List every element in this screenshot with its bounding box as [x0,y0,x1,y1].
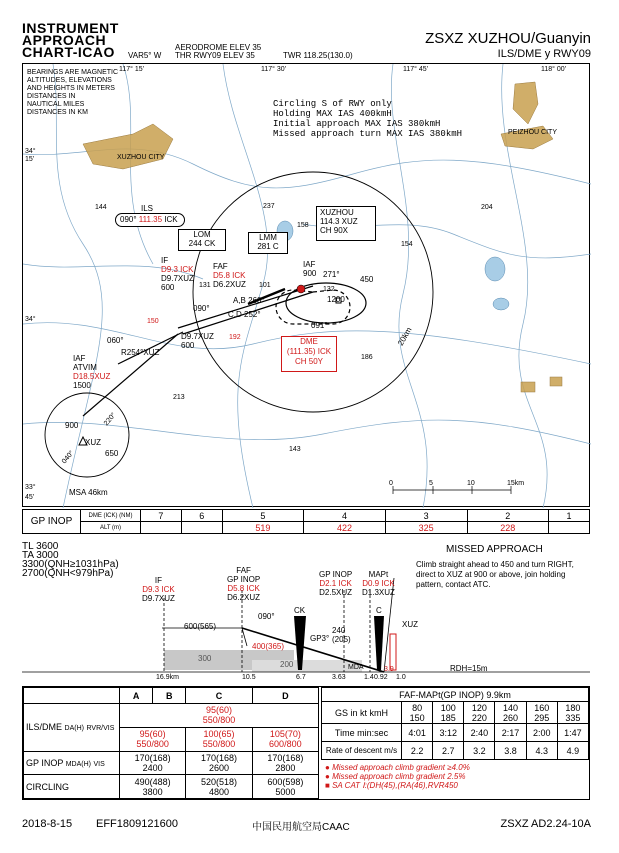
gs-col-6 [557,702,588,724]
gp-inop-label: GP INOP [23,510,81,534]
note-altitudes: ALTITUDES, ELEVATIONS [27,77,112,84]
dme-5: 5 [222,510,304,522]
kmh-5: 295 [534,712,550,723]
d97-dme: D9.7XUZ [181,332,214,341]
obstacle-143: 143 [289,446,301,453]
dist-0-92: 0.92 [374,674,388,681]
footer-authority: 中国民用航空局CAAC [252,822,350,833]
profile-mapt [362,570,395,597]
circ-ab-value: 490(488) [134,776,171,787]
if-dme2: D9.7XUZ [161,274,194,283]
if-dme: D9.3 ICK [161,265,194,274]
dme-ident: ICK [317,347,332,356]
faf-mapt-header: FAF-MAPt(GP INOP) 9.9km [322,688,589,702]
atvim-iaf-label: IAF [73,354,86,363]
gp-d-cell [252,751,318,775]
dme-box [281,336,337,372]
dme-6: 6 [181,510,222,522]
rod-6: 4.9 [557,742,588,760]
note-km: DISTANCES IN KM [27,109,88,116]
ils-frequency: 111.35 [138,215,163,224]
circ-d-value: 600(598) [267,776,304,787]
atvim-altitude: 1500 [73,381,91,390]
cat-a: A [120,688,153,704]
profile-gp-label: GP INOP [319,570,353,579]
ils-bearing: 090° [120,215,137,224]
profile-faf-dme1: D5.8 ICK [227,584,260,593]
note-gradient-a: Missed approach climb gradient ≥4.0% [332,763,470,772]
ils-ab-bottom [120,727,186,751]
ils-ident: ICK [164,215,178,224]
dme-frequency: (111.35) [286,347,316,356]
profile-240 [332,626,351,644]
atvim-fix-label [73,354,110,390]
gp-c-cell [186,751,252,775]
alt-3: 325 [385,522,467,534]
obstacle-144: 144 [95,204,107,211]
circ-c-value: 520(518) [200,776,237,787]
profile-240-alt: 240 [332,626,346,635]
peizhou-city-label: PEIZHOU CITY [508,129,558,136]
vor-name: XUZHOU [320,208,354,217]
dist-10-5: 10.5 [242,674,256,681]
hold-altitude: 1200 [327,295,345,304]
time-1: 4:01 [402,724,433,742]
time-label: Time min:sec [322,724,402,742]
gp-d-vis: 2800 [275,762,296,773]
profile-gp-dme2: D2.5XUZ [319,588,353,597]
kmh-6: 335 [565,712,581,723]
ils-row-name: ILS/DME [26,722,63,733]
chart-type-title [22,22,119,58]
atvim-dme: D18.5XUZ [73,372,111,381]
scale-10: 10 [467,480,475,487]
faf-dme: D5.8 ICK [213,271,246,280]
gs-label-cell [322,702,402,724]
title-line1: INSTRUMENT [22,20,119,36]
kmh-4: 260 [503,712,519,723]
profile-gp3: GP3° [310,634,330,643]
lom-label: LOM [193,230,211,239]
note-gradient-b: Missed approach climb gradient 2.5% [332,772,466,781]
vor-box [316,206,376,241]
title-line3: CHART-ICAO [22,44,115,60]
lon-117-30: 117° 30' [261,66,287,73]
gs-label: GS in [334,707,358,718]
msa-900: 900 [65,421,79,430]
profile-faf-dme2: D6.2XUZ [227,593,261,602]
gs-col-4 [495,702,526,724]
missed-approach-title: MISSED APPROACH [446,544,543,555]
gp-vis-label: VIS [93,760,105,768]
xuzhou-city-label: XUZHOU CITY [117,154,165,161]
gs-col-1 [402,702,433,724]
dist-6-7: 6.7 [296,674,306,681]
dme-4: 4 [304,510,386,522]
ils-d-vis: 600/800 [269,739,302,750]
gp-mda-label: MDA(H) [65,760,91,768]
airport-name: ZSXZ XUZHOU/Guanyin [425,30,591,47]
units-note [27,69,118,117]
obstacle-237: 237 [263,203,275,210]
cat-d: D [252,688,318,704]
gs-col-2 [433,702,464,724]
note-distances: DISTANCES IN [27,93,76,100]
dme-row-label: DME (ICK) (NM) [81,510,141,522]
kt-5: 160 [534,702,550,713]
dme-2: 2 [467,510,549,522]
ils-box [115,213,185,227]
atvim-name: ATVIM [73,363,97,372]
vor-elevation: 158 [297,222,309,229]
alt-row-label: ALT (m) [81,522,141,534]
scale-5: 5 [429,480,433,487]
profile-if-dme2: D9.7XUZ [142,594,175,603]
lat-33: 33° [25,484,36,491]
profile-gp-dme1: D2.1 ICK [319,579,352,588]
time-6: 1:47 [557,724,588,742]
ils-rvr-label: RVR/VIS [86,725,115,733]
ils-a-vis: 550/800 [202,715,236,726]
faf-label: FAF [213,262,228,271]
profile-mapt-dme1: D0.9 ICK [362,579,395,588]
rod-2: 2.7 [433,742,464,760]
procedure-name: ILS/DME y RWY09 [497,48,591,60]
note-missed: Missed approach turn MAX IAS 380kmH [273,129,463,139]
terrain-200 [252,660,362,672]
kmh-2: 185 [440,712,456,723]
gp-ab-cell [120,751,186,775]
obstacle-204: 204 [481,204,493,211]
transition-altitude: TA 3000 [22,550,59,561]
note-nautical: NAUTICAL MILES [27,101,85,108]
lat-45: 45' [25,494,35,501]
threshold-elevation: THR RWY09 ELEV 35 [175,51,255,60]
missed-approach-box [390,634,396,670]
obstacle-150: 150 [147,318,159,325]
groundspeed-table [321,687,589,760]
brg-090-map: 090° [193,304,210,313]
kt-label: kt [360,707,368,718]
note-bearings: BEARINGS ARE MAGNETIC [27,69,119,76]
ils-d-cell [252,727,318,751]
kt-3: 120 [471,702,487,713]
note-heights: AND HEIGHTS IN METERS [27,85,115,92]
dme-channel: CH 50Y [294,357,323,366]
vor-ident: XUZ [341,217,358,226]
qnh-low: 2700(QNH<979hPa) [22,568,114,579]
transition-levels [22,542,119,578]
cat-c: C [186,688,252,704]
scale-15: 15km [507,480,525,487]
circ-ab-cell [120,775,186,799]
profile-gp-inop [319,570,352,597]
dist-1-4: 1.4 [364,674,374,681]
alt-1 [549,522,590,534]
profile-c: C [376,606,382,615]
circling-row-label [24,775,120,799]
alt-5: 519 [222,522,304,534]
alt-4: 422 [304,522,386,534]
profile-400: 400(365) [252,642,285,651]
lat-15: 15' [25,156,35,163]
lom-frequency: 244 [188,239,202,248]
obstacle-213: 213 [173,394,185,401]
dme-7: 7 [141,510,182,522]
vor-frequency: 114.3 [320,217,340,226]
profile-240-height: (205) [332,635,351,644]
lmm-ident: C [272,242,279,251]
profile-if-dme1: D9.3 ICK [142,585,175,594]
profile-ck: CK [294,606,306,615]
lmm-frequency: 281 [257,242,271,251]
circ-d-vis: 5000 [275,786,296,797]
rod-1: 2.2 [402,742,433,760]
obstacle-154: 154 [401,241,413,248]
iaf-altitude: 900 [303,269,317,278]
kt-1: 80 [412,702,423,713]
lat-34: 34° [25,316,36,323]
profile-if [142,576,175,603]
gp-ab-vis: 2400 [142,762,163,773]
ils-c-cell [186,727,252,751]
qnh-high: 3300(QNH≥1031hPa) [22,559,119,570]
gp-ab-value: 170(168) [134,752,171,763]
title-line2: APPROACH [22,32,107,48]
d97-fix-label [181,332,214,350]
lmm-label: LMM [259,233,277,242]
lom-box [178,229,226,251]
faf-dme2: D6.2XUZ [213,280,246,289]
if-label: IF [161,256,169,265]
rod-5: 4.3 [526,742,557,760]
ils-a-value: 95(60) [205,705,232,716]
profile-mapt-dme2: D1.3XUZ [362,588,395,597]
gp-c-vis: 2600 [208,762,229,773]
note-circling: Circling S of RWY only [273,99,392,109]
profile-faf [227,566,260,602]
obstacle-131: 131 [199,282,211,289]
kmh-label: kmH [369,707,389,718]
lon-117-15: 117° 15' [119,66,145,73]
profile-200: 200 [280,660,294,669]
dme-3: 3 [385,510,467,522]
hold-132: 132 [323,286,335,293]
hold-450: 450 [360,275,374,284]
radial-254: R254°XUZ [121,348,160,357]
rod-4: 3.8 [495,742,526,760]
iaf-label: IAF [303,260,316,269]
gp-d-value: 170(168) [267,752,304,763]
ils-label: ILS [141,204,154,213]
scale-bar [393,486,511,494]
obstacle-192: 192 [229,334,241,341]
lom-ident: CK [204,239,216,248]
profile-mda: MDA [348,664,364,671]
lon-117-45: 117° 45' [403,66,429,73]
rod-label: Rate of descent m/s [322,742,402,760]
dist-3-9: 3.9 [384,666,394,673]
profile-faf-gp: GP INOP [227,575,261,584]
kmh-1: 150 [409,712,425,723]
profile-600: 600(565) [184,622,217,631]
radius-20km: 20km [395,325,414,348]
profile-mapt-label: MAPt [368,570,389,579]
msa-220: 220° [102,411,118,428]
circ-c-vis: 4800 [208,786,229,797]
profile-if-label: IF [154,576,162,585]
ils-b-vis: 550/800 [136,739,169,750]
ils-c-vis: 550/800 [202,739,236,750]
rod-3: 3.2 [464,742,495,760]
time-4: 2:17 [495,724,526,742]
kt-4: 140 [503,702,519,713]
faf-fix-label [213,262,246,289]
footer-reference: ZSXZ AD2.24-10A [500,818,591,830]
ils-d-value: 105(70) [269,729,301,740]
cat-b: B [153,688,186,704]
note-initial: Initial approach MAX IAS 380kmH [273,119,441,129]
alt-2: 228 [467,522,549,534]
footer-date: 2018-8-15 [22,818,73,830]
circ-ab-vis: 3800 [142,786,163,797]
ils-ab-top [120,704,319,728]
time-2: 3:12 [433,724,464,742]
time-3: 2:40 [464,724,495,742]
circling-row-name: CIRCLING [26,781,70,792]
msa-label: MSA 46km [69,488,108,497]
scale-0: 0 [389,480,393,487]
ils-row-label [24,704,120,752]
aerodrome-elevation: AERODROME ELEV 35 [175,43,262,52]
kt-6: 180 [565,702,581,713]
ils-da-label: DA(H) [64,725,84,733]
faf-height: 101 [259,282,271,289]
minima-table [23,687,319,799]
lmm-box [248,232,288,254]
tower-frequency: TWR 118.25(130.0) [283,51,353,60]
d97-altitude: 600 [181,341,195,350]
minima-section [22,686,590,800]
minima-corner [24,688,120,704]
gp-row-label [24,751,120,775]
track-cd-252: C,D 252° [228,310,261,319]
circ-d-cell [252,775,318,799]
dist-16-9: 16.9km [156,674,179,681]
profile-090: 090° [258,612,275,621]
if-fix-label [161,256,194,292]
procedure-notes [273,99,462,139]
ils-c-value: 100(65) [203,729,235,740]
profile-xuz: XUZ [402,620,418,629]
msa-650: 650 [105,449,119,458]
footer-effective: EFF1809121600 [96,818,178,830]
obstacle-186: 186 [361,354,373,361]
track-ab-260: A,B 260° [233,296,265,305]
lon-118: 118° 00' [541,66,567,73]
alt-7 [141,522,182,534]
time-5: 2:00 [526,724,557,742]
gs-col-5 [526,702,557,724]
dist-1-0: 1.0 [396,674,406,681]
profile-faf-label: FAF [236,566,251,575]
dme-label: DME [300,337,318,346]
circ-c-cell [186,775,252,799]
dist-3-63: 3.63 [332,674,346,681]
gp-c-value: 170(168) [200,752,237,763]
if-altitude: 600 [161,283,175,292]
gp-row-name: GP INOP [26,757,64,768]
msa-040: 040° [60,449,76,466]
lat-34-a: 34° [25,148,36,155]
note-holding: Holding MAX IAS 400kmH [273,109,392,119]
ils-b-value: 95(60) [139,729,166,740]
dme-1: 1 [549,510,590,522]
transition-level: TL 3600 [22,541,59,552]
profile-300: 300 [198,654,212,663]
iaf-fix-label [303,260,316,278]
missed-approach-text: Climb straight ahead to 450 and turn RIGHT, direct to XUZ at 900 or above, join holding pattern, contact ATC. [416,560,574,589]
hold-inbound: 271° [323,270,340,279]
gs-col-3 [464,702,495,724]
magnetic-variation: VAR5° W [128,51,162,60]
profile-lines [22,578,590,672]
vor-channel: CH 90X [320,226,349,235]
brg-060: 060° [107,336,124,345]
kmh-3: 220 [471,712,487,723]
kt-2: 100 [440,702,456,713]
profile-view [22,538,590,681]
climb-gradient-notes: ● Missed approach climb gradient ≥4.0% ● Missed approach climb gradient 2.5% ■ SA CAT Ⅰ:(DH(45),(RA(46),RVR450 [325,763,470,790]
note-sa-cat: SA CAT Ⅰ:(DH(45),(RA(46),RVR450 [332,781,458,790]
alt-6 [181,522,222,534]
profile-rdh: RDH=15m [450,664,488,673]
hold-outbound: 091° [311,321,328,330]
msa-xuz: XUZ [85,438,101,447]
plan-view-map [22,63,590,507]
gp-inop-table [22,509,590,534]
